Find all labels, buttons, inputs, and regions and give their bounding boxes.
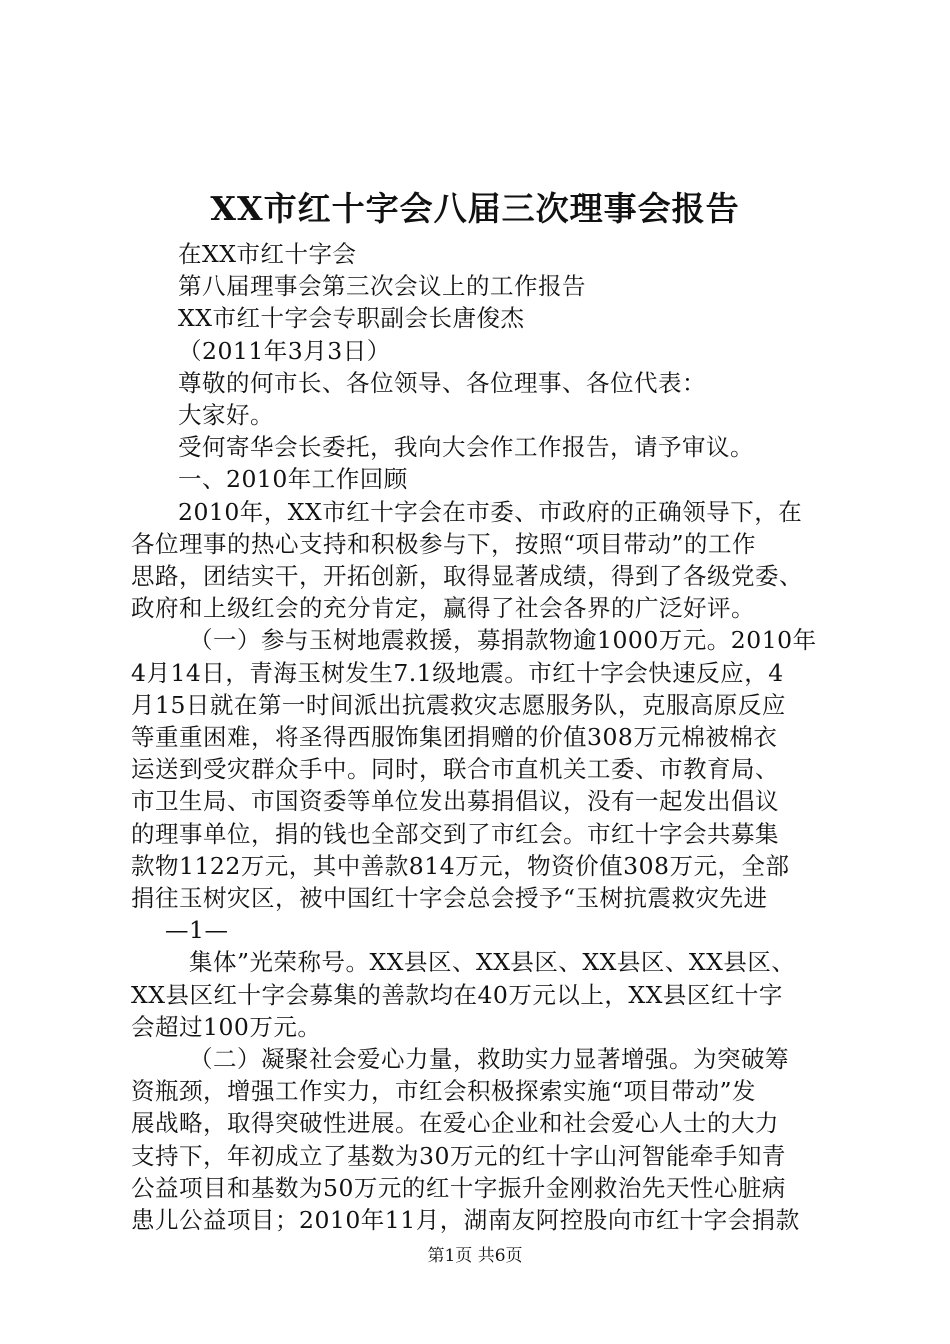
body-line: 运送到受灾群众手中。同时，联合市直机关工委、市教育局、 bbox=[131, 755, 779, 784]
body-line: 月15日就在第一时间派出抗震救灾志愿服务队，克服高原反应 bbox=[131, 690, 786, 719]
body-line: （一）参与玉树地震救援，募捐款物逾1000万元。2010年 bbox=[189, 626, 817, 655]
body-line: 第八届理事会第三次会议上的工作报告 bbox=[178, 272, 586, 301]
document-title: XX市红十字会八届三次理事会报告 bbox=[210, 189, 740, 228]
body-line: 资瓶颈，增强工作实力，市红会积极探索实施“项目带动”发 bbox=[131, 1077, 757, 1106]
body-line: 大家好。 bbox=[178, 401, 274, 430]
body-line: 2010年，XX市红十字会在市委、市政府的正确领导下，在 bbox=[178, 497, 803, 526]
body-line: （2011年3月3日） bbox=[178, 336, 391, 365]
body-line: 一、2010年工作回顾 bbox=[178, 465, 408, 494]
body-line: XX县区红十字会募集的善款均在40万元以上，XX县区红十字 bbox=[131, 980, 783, 1009]
body-line: 款物1122万元，其中善款814万元，物资价值308万元，全部 bbox=[131, 851, 790, 880]
body-line: 各位理事的热心支持和积极参与下，按照“项目带动”的工作 bbox=[131, 529, 757, 558]
body-line: 集体”光荣称号。XX县区、XX县区、XX县区、XX县区、 bbox=[189, 948, 796, 977]
body-line: 政府和上级红会的充分肯定，赢得了社会各界的广泛好评。 bbox=[131, 594, 755, 623]
page-footer: 第1页 共6页 bbox=[427, 1246, 523, 1266]
body-line: 会超过100万元。 bbox=[131, 1012, 322, 1041]
body-line: 市卫生局、市国资委等单位发出募捐倡议，没有一起发出倡议 bbox=[131, 787, 779, 816]
body-line: 受何寄华会长委托，我向大会作工作报告，请予审议。 bbox=[178, 433, 754, 462]
body-line: 的理事单位，捐的钱也全部交到了市红会。市红十字会共募集 bbox=[131, 819, 779, 848]
document-body bbox=[131, 238, 831, 1236]
body-line: XX市红十字会专职副会长唐俊杰 bbox=[178, 304, 525, 333]
body-line: 思路，团结实干，开拓创新，取得显著成绩，得到了各级党委、 bbox=[131, 562, 803, 591]
body-line: 尊敬的何市长、各位领导、各位理事、各位代表： bbox=[178, 368, 706, 397]
body-line: 支持下，年初成立了基数为30万元的红十字山河智能牵手知青 bbox=[131, 1141, 786, 1170]
body-line: 公益项目和基数为50万元的红十字振升金刚救治先天性心脏病 bbox=[131, 1173, 786, 1202]
body-line: 捐往玉树灾区，被中国红十字会总会授予“玉树抗震救灾先进 bbox=[131, 884, 768, 913]
body-line: 患儿公益项目；2010年11月，湖南友阿控股向市红十字会捐款 bbox=[131, 1206, 800, 1235]
body-line: 等重重困难，将圣得西服饰集团捐赠的价值308万元棉被棉衣 bbox=[131, 723, 778, 752]
page-number-marker: —1— bbox=[165, 916, 229, 945]
body-line: 在XX市红十字会 bbox=[178, 240, 357, 268]
body-line: 展战略，取得突破性进展。在爱心企业和社会爱心人士的大力 bbox=[131, 1109, 779, 1138]
body-line: 4月14日，青海玉树发生7.1级地震。市红十字会快速反应，4 bbox=[131, 658, 784, 687]
body-line: （二）凝聚社会爱心力量，救助实力显著增强。为突破筹 bbox=[189, 1045, 789, 1074]
